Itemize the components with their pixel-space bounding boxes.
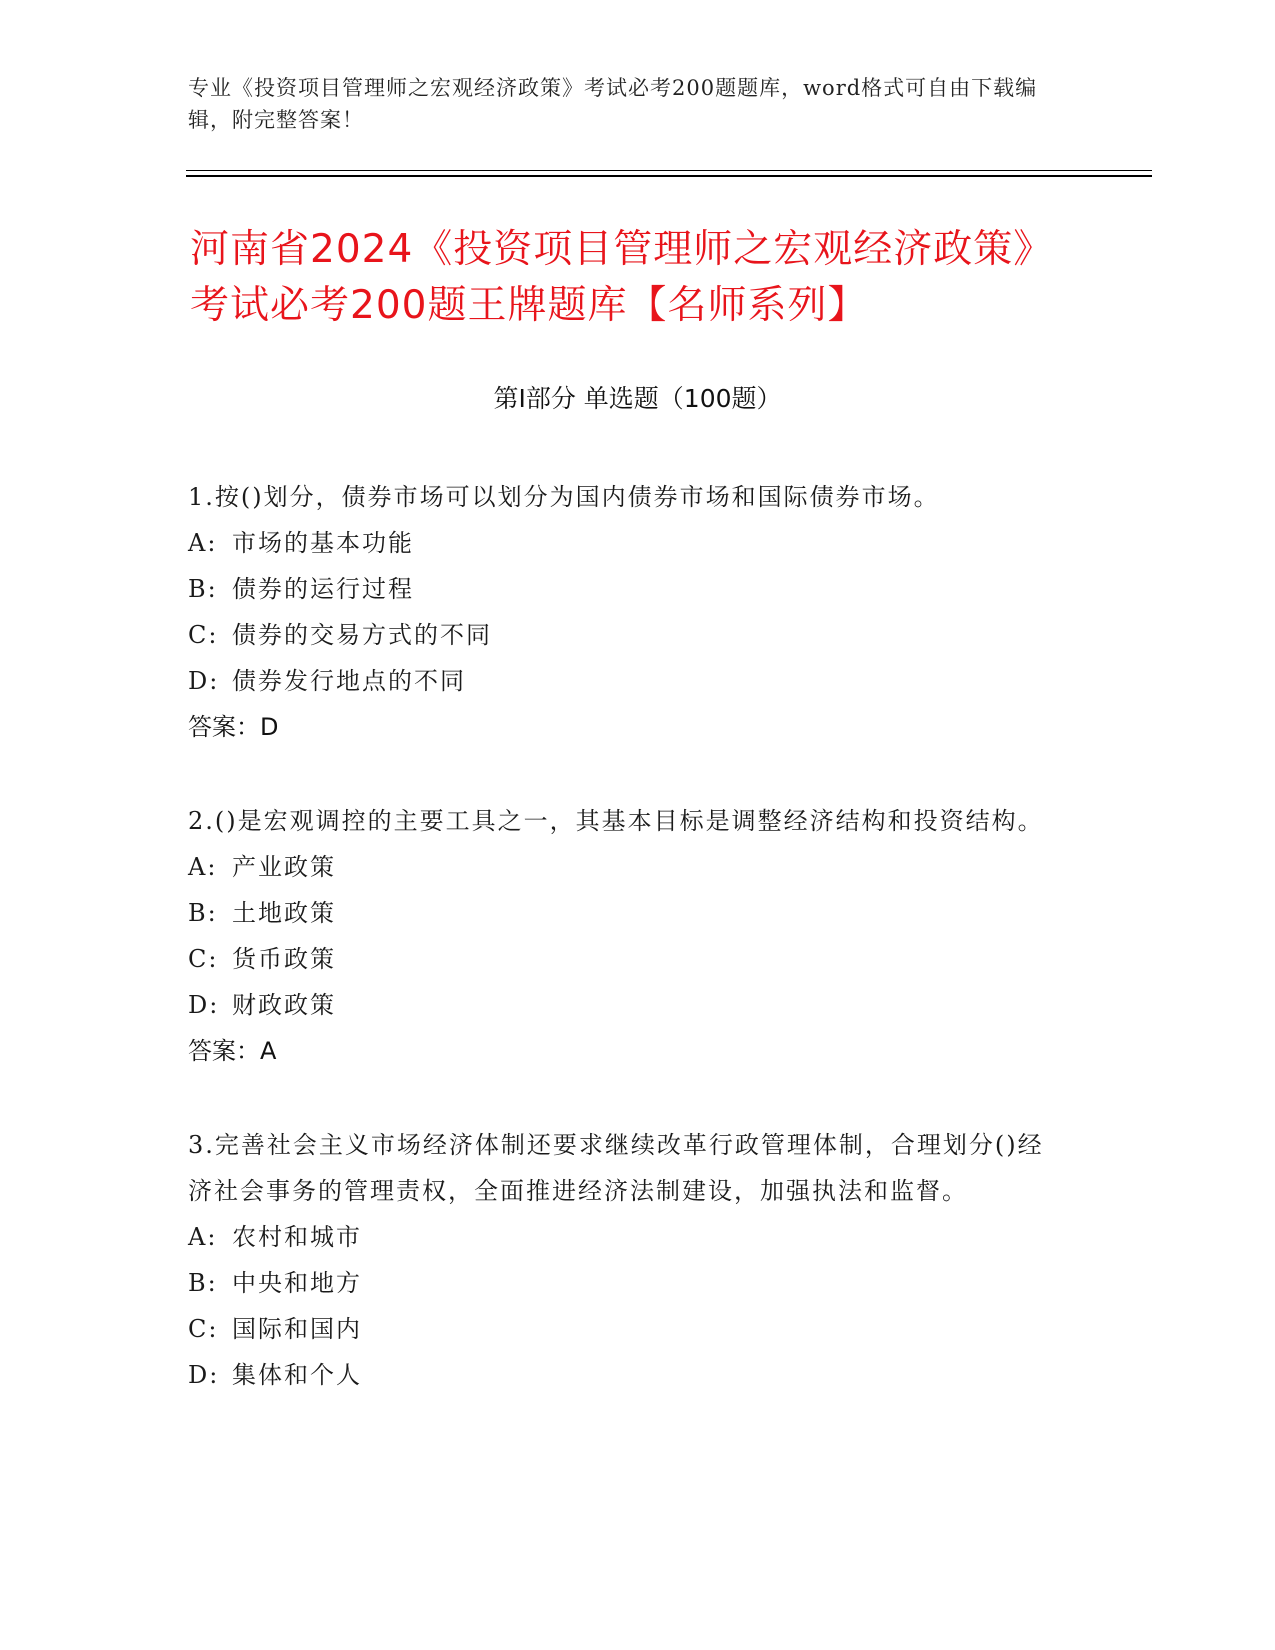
option-text: 市场的基本功能: [232, 529, 414, 557]
option-text: 国际和国内: [232, 1315, 362, 1343]
option-letter: B:: [188, 899, 218, 927]
header-divider-thin: [186, 170, 1152, 171]
option-b: [188, 890, 1068, 936]
option-letter: D:: [188, 991, 220, 1019]
document-title: 河南省2024《投资项目管理师之宏观经济政策》考试必考200题王牌题库【名师系列】: [190, 227, 1054, 328]
option-b: [188, 566, 1068, 612]
option-letter: D:: [188, 1361, 220, 1389]
option-text: 财政政策: [232, 991, 336, 1019]
question-list: [188, 474, 1068, 1446]
header-divider-thick: [186, 175, 1152, 177]
option-d: [188, 658, 1068, 704]
option-text: 债券的交易方式的不同: [232, 621, 492, 649]
option-c: [188, 1306, 1068, 1352]
option-letter: C:: [188, 1315, 219, 1343]
question-stem: 1.按()划分，债券市场可以划分为国内债券市场和国际债券市场。: [188, 483, 940, 511]
question-stem: 3.完善社会主义市场经济体制还要求继续改革行政管理体制，合理划分()经济社会事务的管理责权，全面推进经济法制建设，加强执法和监督。: [188, 1131, 1044, 1205]
option-text: 债券的运行过程: [232, 575, 414, 603]
option-letter: C:: [188, 945, 219, 973]
option-text: 集体和个人: [232, 1361, 362, 1389]
option-text: 债券发行地点的不同: [232, 667, 466, 695]
option-letter: C:: [188, 621, 219, 649]
option-text: 土地政策: [232, 899, 336, 927]
header-note: 专业《投资项目管理师之宏观经济政策》考试必考200题题库，word格式可自由下载编辑，附完整答案！: [188, 76, 1038, 132]
option-letter: B:: [188, 1269, 218, 1297]
question-3: [188, 1122, 1068, 1398]
option-letter: A:: [188, 529, 218, 557]
option-d: [188, 982, 1068, 1028]
option-letter: D:: [188, 667, 220, 695]
option-letter: A:: [188, 853, 218, 881]
option-text: 农村和城市: [232, 1223, 362, 1251]
question-1: [188, 474, 1068, 750]
section-title: 第Ⅰ部分 单选题（100题）: [493, 384, 782, 413]
option-letter: B:: [188, 575, 218, 603]
option-a: [188, 1214, 1068, 1260]
question-stem: 2.()是宏观调控的主要工具之一，其基本目标是调整经济结构和投资结构。: [188, 807, 1044, 835]
option-c: [188, 936, 1068, 982]
option-text: 中央和地方: [232, 1269, 362, 1297]
option-c: [188, 612, 1068, 658]
option-text: 产业政策: [232, 853, 336, 881]
option-d: [188, 1352, 1068, 1398]
question-2: [188, 798, 1068, 1074]
option-text: 货币政策: [232, 945, 336, 973]
answer-line: 答案：A: [188, 1037, 277, 1065]
option-b: [188, 1260, 1068, 1306]
option-a: [188, 520, 1068, 566]
option-letter: A:: [188, 1223, 218, 1251]
option-a: [188, 844, 1068, 890]
answer-line: 答案：D: [188, 713, 279, 741]
